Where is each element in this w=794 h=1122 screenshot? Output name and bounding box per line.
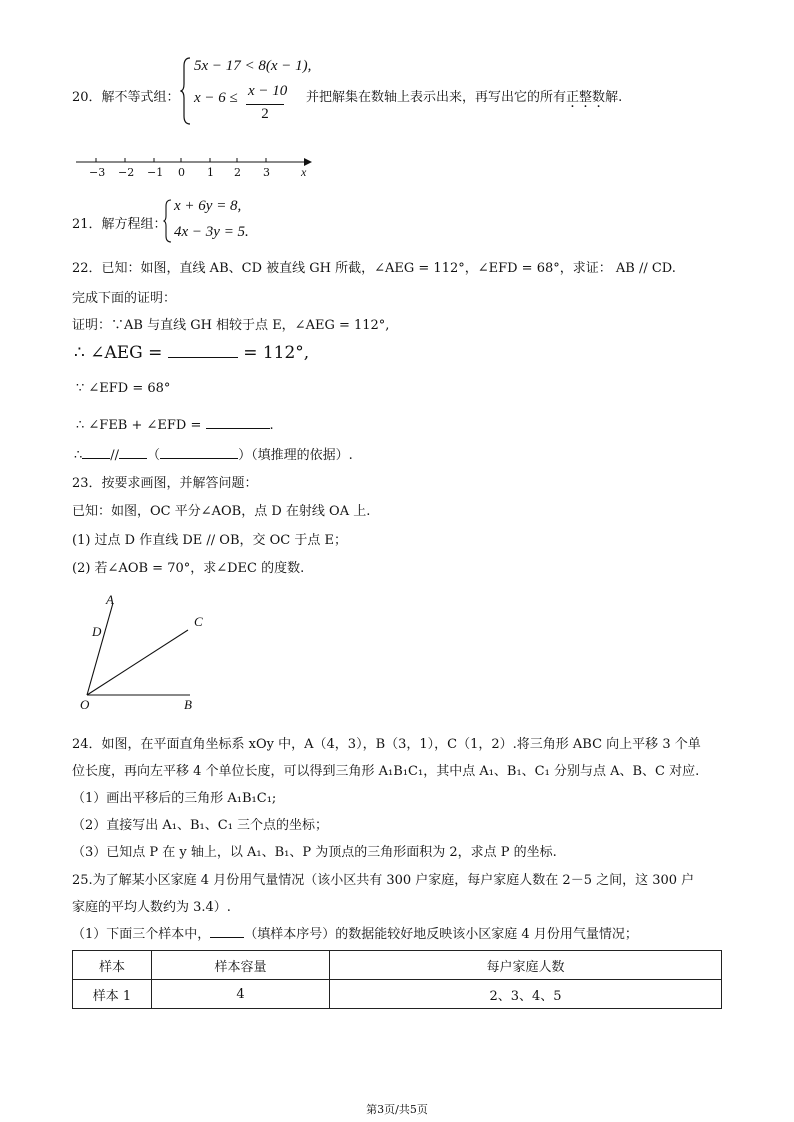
table-header: 样本容量	[152, 951, 330, 980]
axis-tick: 1	[207, 166, 214, 179]
q22-instruction: 完成下面的证明：	[72, 291, 177, 306]
page-footer: 第3页/共5页	[366, 1103, 428, 1116]
answer-blank[interactable]	[82, 444, 110, 459]
answer-blank[interactable]	[168, 343, 238, 358]
table-cell: 样本 1	[73, 980, 152, 1009]
axis-variable: x	[301, 165, 307, 179]
q22-step-1: ∴ ∠AEG = = 112°,	[74, 343, 310, 363]
q20-instruction: 并把解集在数轴上表示出来，再写出它的所有正整数解.	[306, 90, 623, 105]
q24-statement-2: 位长度，再向左平移 4 个单位长度，可以得到三角形 A₁B₁C₁，其中点 A₁、B₁、C₁ 分别与点 A、B、C 对应.	[72, 764, 700, 779]
q23-part-2: (2) 若∠AOB = 70°，求∠DEC 的度数.	[72, 561, 305, 576]
point-label-a: A	[106, 592, 114, 607]
brace-icon	[180, 56, 192, 126]
q24-part-1: （1）画出平移后的三角形 A₁B₁C₁;	[72, 791, 277, 806]
axis-tick: 2	[234, 166, 241, 179]
table-header-row	[73, 951, 722, 980]
q21-equation-2: 4x − 3y = 5.	[174, 224, 249, 240]
answer-blank[interactable]	[119, 444, 147, 459]
q20-label: 20．解不等式组：	[72, 90, 180, 105]
q21-equation-1: x + 6y = 8,	[174, 198, 242, 214]
point-label-d: D	[92, 624, 102, 639]
q24-part-2: （2）直接写出 A₁、B₁、C₁ 三个点的坐标；	[72, 818, 329, 833]
q22-step-3: ∴ ∠FEB + ∠EFD = .	[76, 414, 274, 433]
q22-step-4: ∴ // （ ）（填推理的依据）.	[74, 444, 353, 463]
fraction-bar	[246, 104, 284, 105]
number-line	[74, 152, 319, 182]
axis-tick: −3	[89, 166, 106, 179]
answer-blank[interactable]	[160, 444, 238, 459]
q25-statement-2: 家庭的平均人数约为 3.4）.	[72, 900, 231, 915]
q22-proof-start: 证明：∵AB 与直线 GH 相较于点 E，∠AEG = 112°,	[72, 318, 390, 333]
q23-part-1: (1) 过点 D 作直线 DE // OB，交 OC 于点 E；	[72, 533, 348, 548]
axis-tick: −2	[118, 166, 135, 179]
brace-icon	[163, 198, 173, 244]
table-row	[73, 980, 722, 1009]
q20-inequality-1: 5x − 17 < 8(x − 1),	[194, 58, 312, 74]
point-label-o: O	[80, 697, 90, 712]
axis-tick: 3	[263, 166, 270, 179]
q21-label: 21．解方程组：	[72, 217, 167, 232]
q23-given: 已知：如图，OC 平分∠AOB，点 D 在射线 OA 上.	[72, 504, 371, 519]
axis-tick: −1	[147, 166, 164, 179]
q22-step-2: ∵ ∠EFD = 68°	[76, 381, 171, 396]
answer-blank[interactable]	[206, 414, 270, 429]
point-label-b: B	[184, 697, 192, 712]
table-header: 样本	[73, 951, 152, 980]
axis-tick: 0	[178, 166, 185, 179]
table-cell: 4	[152, 980, 330, 1009]
angle-figure	[70, 588, 230, 718]
q24-statement-1: 24．如图，在平面直角坐标系 xOy 中，A（4，3），B（3，1），C（1，2）.将三角形 ABC 向上平移 3 个单	[72, 737, 701, 752]
q24-part-3: （3）已知点 P 在 y 轴上，以 A₁、B₁、P 为顶点的三角形面积为 2，求点 P 的坐标.	[72, 845, 557, 860]
q20-fraction-denominator: 2	[261, 106, 269, 122]
answer-blank[interactable]	[210, 923, 244, 938]
table-header: 每户家庭人数	[330, 951, 722, 980]
q22-statement: 22．已知：如图，直线 AB、CD 被直线 GH 所截，∠AEG = 112°，∠EFD = 68°，求证： AB // CD.	[72, 261, 676, 276]
q20-fraction-numerator: x − 10	[248, 83, 288, 99]
q25-part-1: （1）下面三个样本中， （填样本序号）的数据能较好地反映该小区家庭 4 月份用气量情况；	[72, 923, 638, 942]
q23-statement: 23．按要求画图，并解答问题：	[72, 476, 258, 491]
q25-statement-1: 25.为了解某小区家庭 4 月份用气量情况（该小区共有 300 户家庭，每户家庭人数在 2－5 之间，这 300 户	[72, 873, 695, 888]
point-label-c: C	[194, 614, 203, 629]
table-cell: 2、3、4、5	[330, 980, 722, 1009]
sample-table	[72, 950, 722, 1009]
q20-inequality-2-left: x − 6 ≤	[194, 90, 238, 106]
